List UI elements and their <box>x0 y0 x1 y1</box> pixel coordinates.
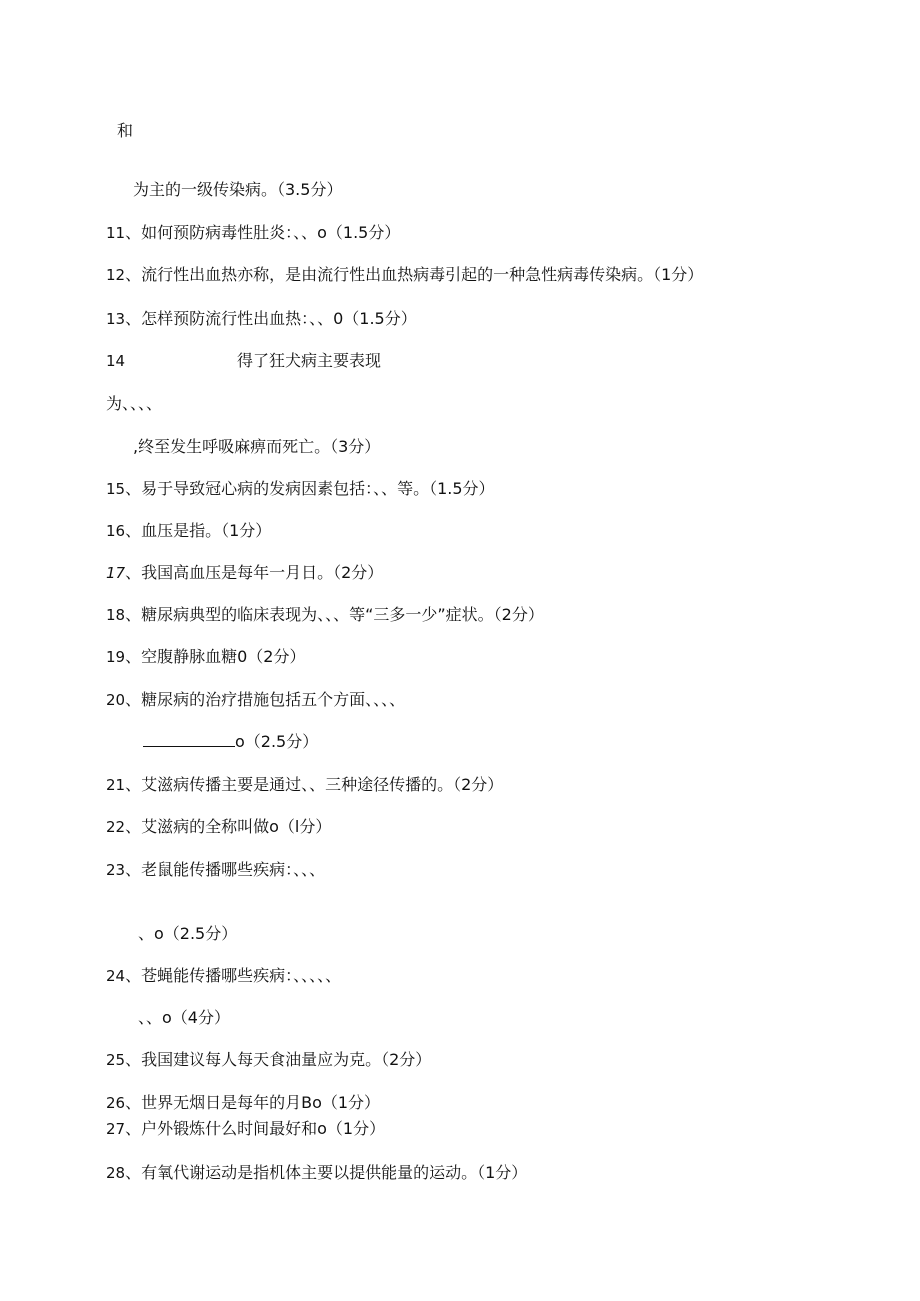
question-text: 、糖尿病典型的临床表现为、、、等“三多一少”症状。（2分） <box>125 605 544 624</box>
question-text: 、艾滋病传播主要是通过、、三种途径传播的。（2分） <box>125 775 504 794</box>
line-continuation-2 <box>133 180 342 200</box>
question-12 <box>106 265 703 285</box>
question-24 <box>106 966 341 986</box>
question-number: 13 <box>106 310 126 328</box>
line-continuation-4 <box>133 437 380 457</box>
question-20 <box>106 690 405 710</box>
line-text: 、、o（4分） <box>138 1008 230 1027</box>
question-number: 12 <box>106 266 126 284</box>
line-continuation-5 <box>143 732 318 752</box>
question-18 <box>106 605 544 625</box>
question-text: 、苍蝇能传播哪些疾病：、、、、、 <box>125 966 342 985</box>
question-14-text <box>237 351 381 371</box>
question-14 <box>106 351 125 371</box>
question-text: 、老鼠能传播哪些疾病：、、、 <box>125 860 326 879</box>
answer-blank <box>143 732 235 747</box>
line-text: 为主的一级传染病。（3.5分） <box>133 180 343 199</box>
line-continuation-6 <box>138 924 237 944</box>
question-27 <box>106 1119 385 1139</box>
question-number: 25 <box>106 1051 126 1069</box>
question-text: 、如何预防病毒性肚炎：、、o（1.5分） <box>125 223 401 242</box>
question-number: 11 <box>106 224 126 242</box>
line-continuation-7 <box>138 1008 230 1028</box>
question-22 <box>106 817 331 837</box>
question-text: 、糖尿病的治疗措施包括五个方面、、、、 <box>125 690 406 709</box>
question-13 <box>106 309 417 329</box>
question-number: 14 <box>106 352 126 370</box>
question-16 <box>106 521 271 541</box>
question-text: 、我国高血压是每年一月日。（2分） <box>125 563 384 582</box>
question-number: 23 <box>106 861 126 879</box>
question-text: 、怎样预防流行性出血热：、、0（1.5分） <box>125 309 417 328</box>
question-number: 17 <box>106 564 126 582</box>
question-text: 、户外锻炼什么时间最好和o（1分） <box>125 1119 386 1138</box>
question-17 <box>106 563 383 583</box>
line-continuation-3 <box>106 394 162 414</box>
question-text: 、血压是指。（1分） <box>125 521 272 540</box>
question-number: 15 <box>106 480 126 498</box>
line-text: 和 <box>117 121 134 140</box>
question-23 <box>106 860 325 880</box>
question-text: 、易于导致冠心病的发病因素包括：、、等。（1.5分） <box>125 479 495 498</box>
question-number: 28 <box>106 1164 126 1182</box>
question-number: 20 <box>106 691 126 709</box>
question-15 <box>106 479 495 499</box>
question-number: 21 <box>106 776 126 794</box>
question-text: 、流行性出血热亦称，是由流行性出血热病毒引起的一种急性病毒传染病。（1分） <box>125 265 704 284</box>
question-19 <box>106 647 305 667</box>
line-text: 为、、、、 <box>106 394 163 413</box>
question-28 <box>106 1163 527 1183</box>
question-number: 27 <box>106 1120 126 1138</box>
question-text: 得了狂犬病主要表现 <box>237 351 382 370</box>
question-11 <box>106 223 400 243</box>
question-text: 、空腹静脉血糖0（2分） <box>125 647 306 666</box>
question-25 <box>106 1050 431 1070</box>
question-number: 24 <box>106 967 126 985</box>
question-number: 26 <box>106 1094 126 1112</box>
question-text: 、世界无烟日是每年的月Bo（1分） <box>125 1093 381 1112</box>
question-21 <box>106 775 503 795</box>
line-continuation-1 <box>117 121 133 141</box>
question-text: 、有氧代谢运动是指机体主要以提供能量的运动。（1分） <box>125 1163 528 1182</box>
question-text: 、艾滋病的全称叫做o（l分） <box>125 817 332 836</box>
line-text: ,终至发生呼吸麻痹而死亡。（3分） <box>133 437 381 456</box>
question-26 <box>106 1093 380 1113</box>
question-number: 19 <box>106 648 126 666</box>
question-number: 22 <box>106 818 126 836</box>
line-text: o（2.5分） <box>235 732 319 751</box>
line-text: 、o（2.5分） <box>138 924 238 943</box>
question-text: 、我国建议每人每天食油量应为克。（2分） <box>125 1050 432 1069</box>
question-number: 18 <box>106 606 126 624</box>
question-number: 16 <box>106 522 126 540</box>
